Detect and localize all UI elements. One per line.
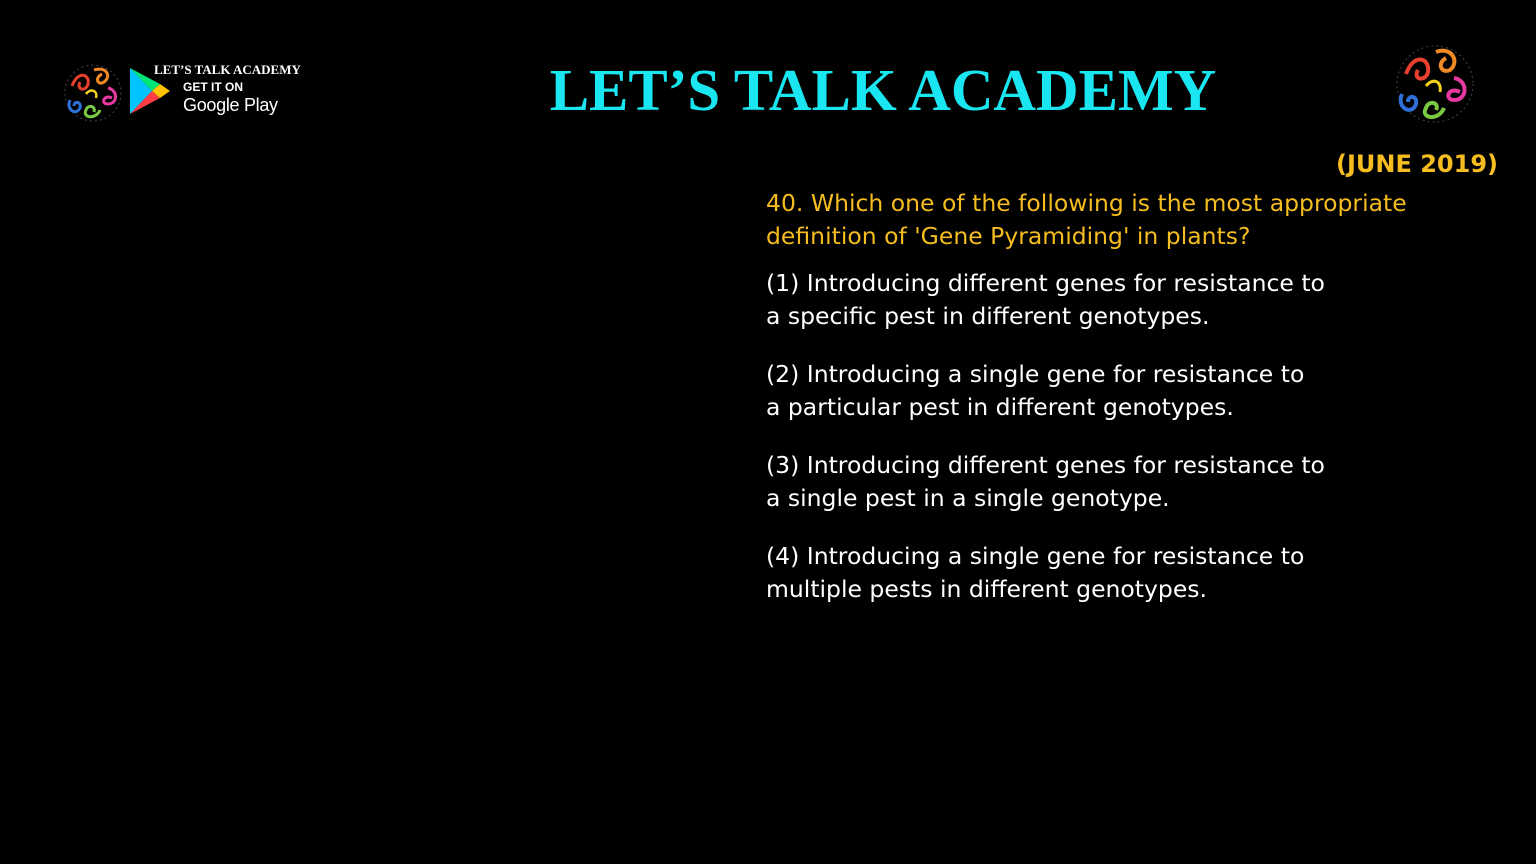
option-line: a specific pest in different genotypes.	[766, 302, 1210, 330]
option-3	[766, 449, 1466, 515]
question-line: 40. Which one of the following is the most appropriate	[766, 189, 1407, 217]
badge-brand-text: LET’S TALK ACADEMY	[154, 62, 301, 77]
question-line: definition of 'Gene Pyramiding' in plants?	[766, 222, 1251, 250]
option-line: (2) Introducing a single gene for resistance to	[766, 360, 1305, 388]
option-line: (4) Introducing a single gene for resistance to	[766, 542, 1305, 570]
option-4	[766, 540, 1466, 606]
badge-get-it-on-text: GET IT ON	[183, 80, 243, 94]
option-line: multiple pests in different genotypes.	[766, 575, 1208, 603]
page-title: LET’S TALK ACADEMY	[549, 57, 1217, 123]
badge-store-name[interactable]: Google Play	[183, 95, 278, 115]
option-line: (3) Introducing different genes for resistance to	[766, 451, 1325, 479]
answer-options	[766, 267, 1466, 631]
question-text	[766, 187, 1466, 253]
option-line: (1) Introducing different genes for resistance to	[766, 269, 1325, 297]
exam-year-tag: (JUNE 2019)	[1336, 150, 1498, 178]
option-1	[766, 267, 1466, 333]
academy-logo-icon	[1390, 40, 1480, 128]
option-2	[766, 358, 1466, 424]
option-line: a single pest in a single genotype.	[766, 484, 1170, 512]
option-line: a particular pest in different genotypes.	[766, 393, 1234, 421]
